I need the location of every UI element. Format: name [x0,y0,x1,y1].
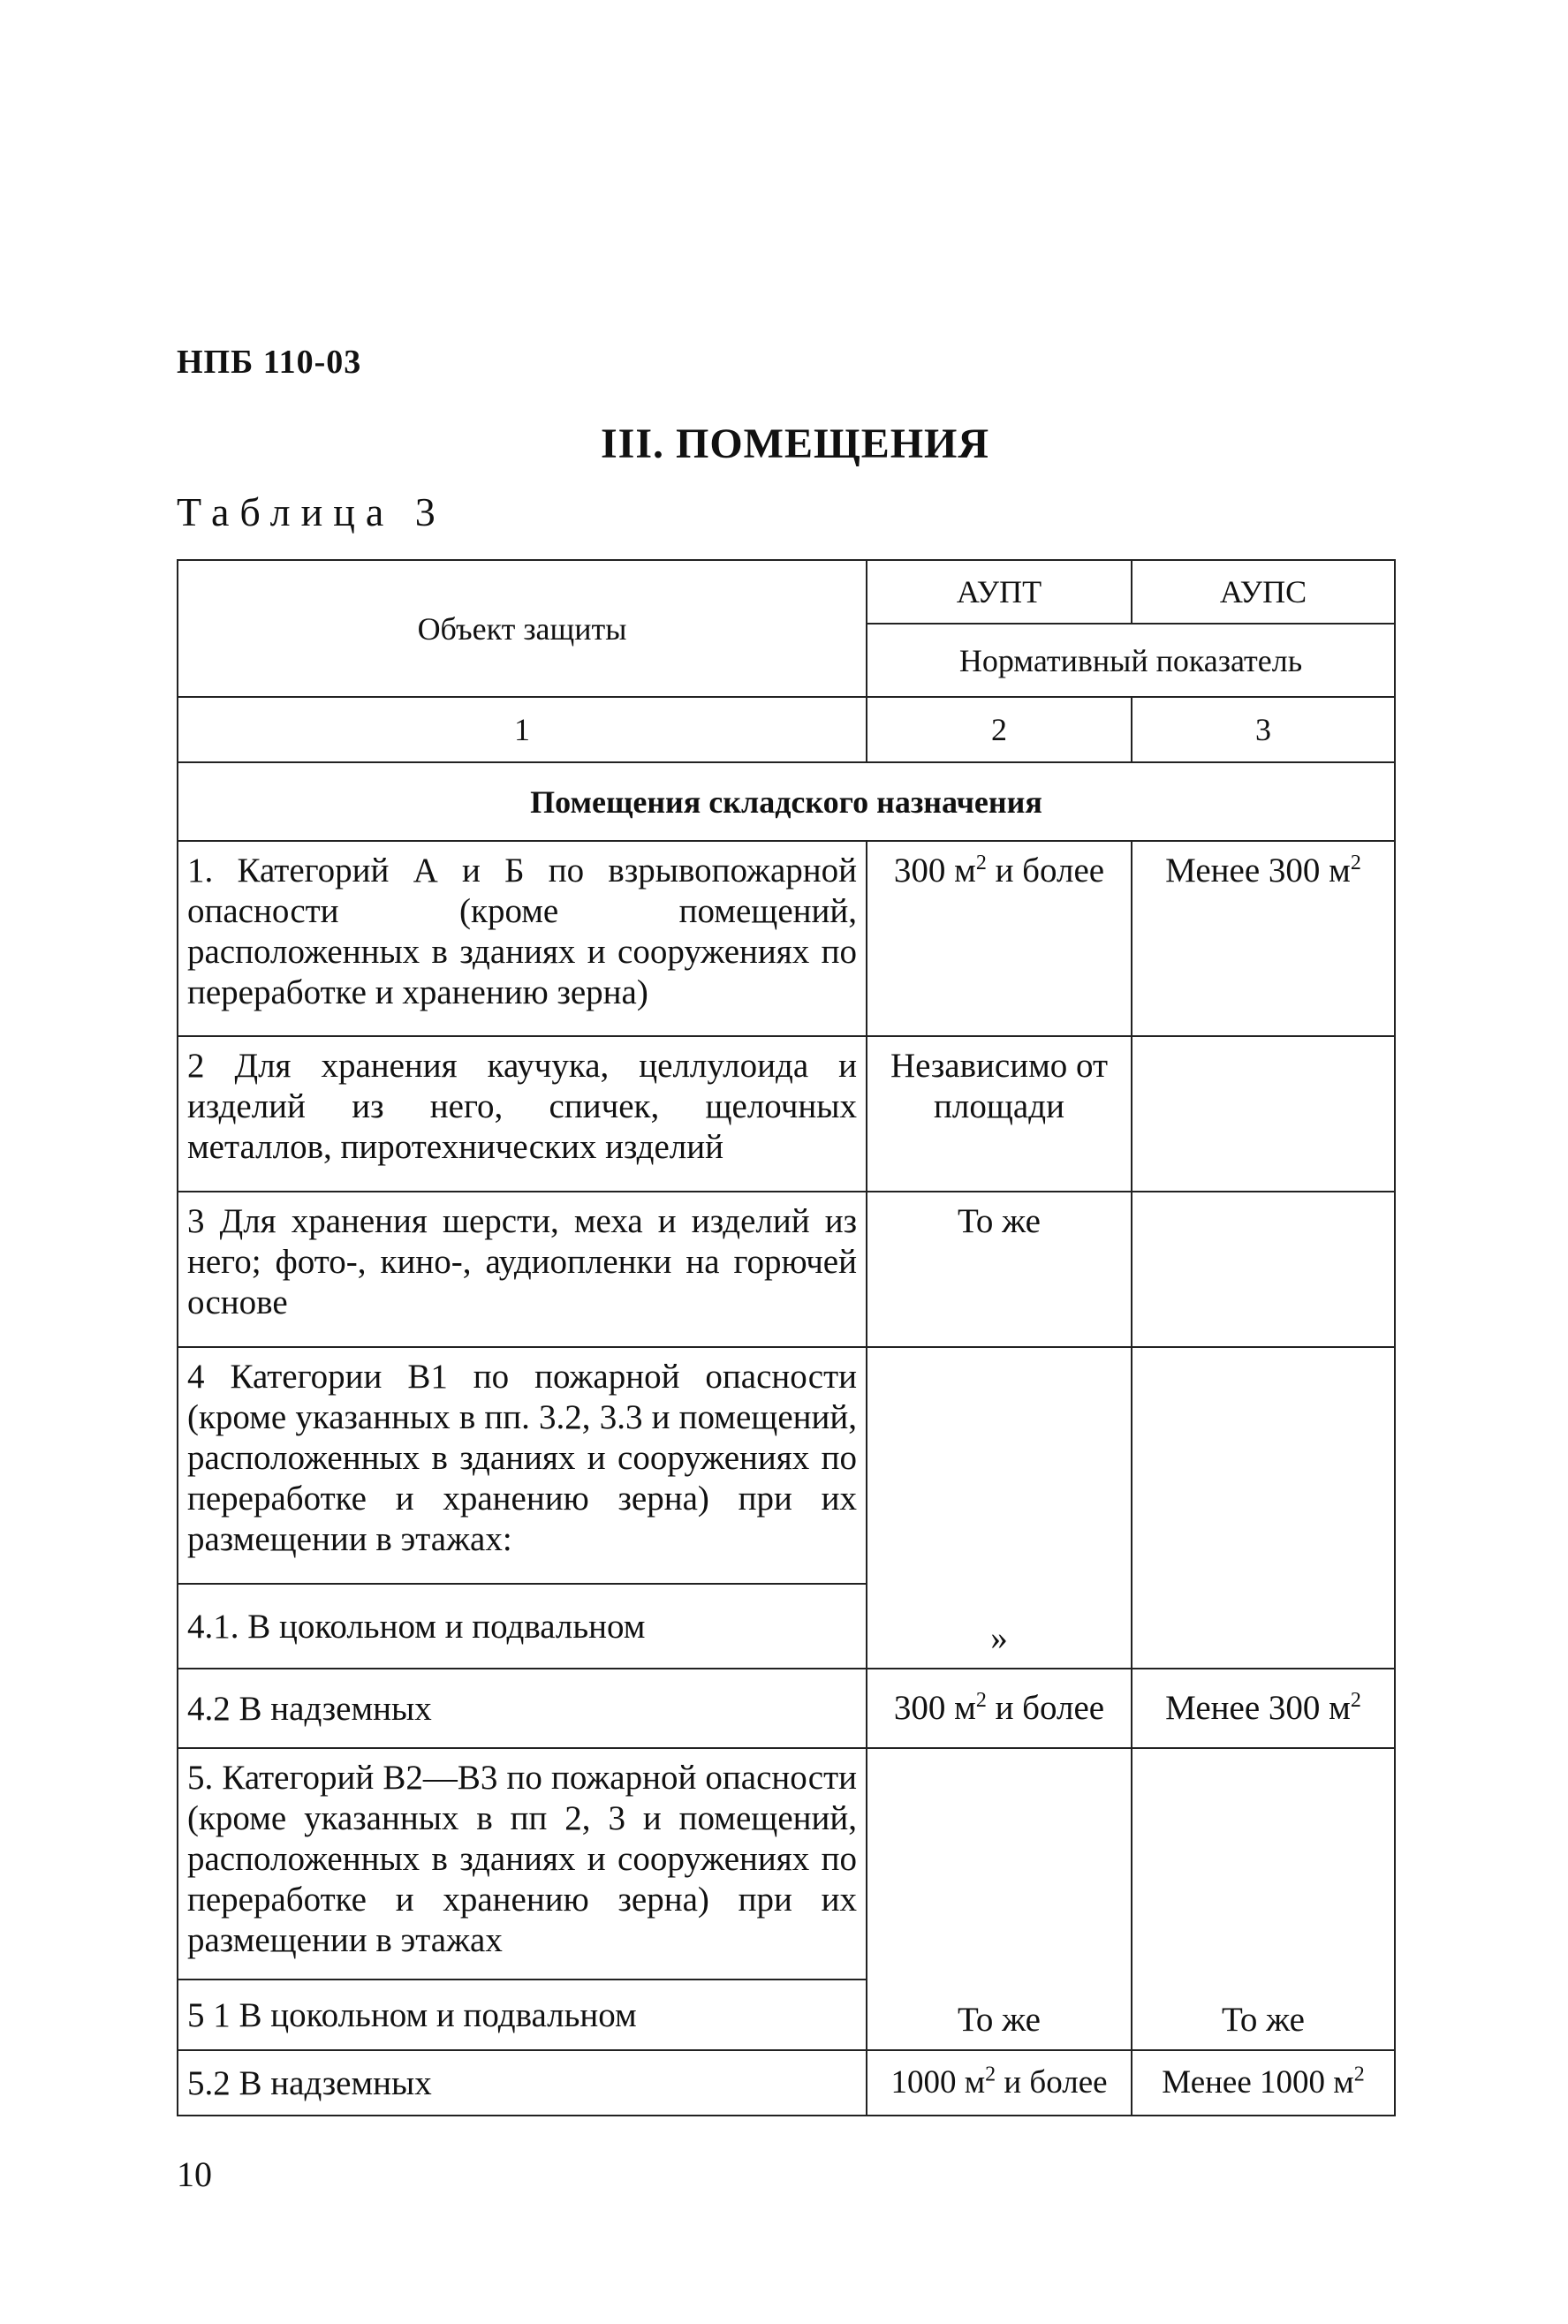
norms-table [177,559,1396,2116]
object-cell: 3 Для хранения шерсти, меха и изделий из него; фото-, кино-, аудиопленки на горючей основе [178,1192,867,1347]
object-cell: 4 Категории В1 по пожарной опасности (кроме указанных в пп. 3.2, 3.3 и помещений, расположенных в зданиях и сооружениях по переработке и хранению зерна) при их размещении в этажах: [178,1347,867,1584]
aupt-value: 300 м [893,852,976,889]
table-header-row [178,560,1395,624]
table-row [178,841,1395,1036]
object-cell: 4.2 В надземных [178,1669,867,1748]
table-row [178,2050,1395,2116]
aupt-value-suffix: и более [986,1689,1105,1727]
object-cell: 4.1. В цокольном и подвальном [178,1584,867,1669]
aupt-cell: То же [867,1748,1132,2050]
superscript: 2 [1353,2063,1365,2086]
column-number: 2 [867,697,1132,762]
page-number: 10 [177,2154,212,2194]
table-row [178,1748,1395,1980]
section-title: III. ПОМЕЩЕНИЯ [600,420,990,467]
table-row [178,1347,1395,1584]
object-cell: 5. Категорий В2—В3 по пожарной опасности (кроме указанных в пп 2, 3 и помещений, расположенных в зданиях и сооружениях по переработке и хранению зерна) при их размещении в этажах [178,1748,867,1980]
aups-cell [1132,841,1395,1036]
header-object: Объект защиты [178,560,867,697]
aupt-cell [867,1669,1132,1748]
aups-cell [1132,1347,1395,1669]
column-number-row [178,697,1395,762]
superscript: 2 [975,1689,987,1712]
aupt-cell [867,2050,1132,2116]
aups-cell [1132,1036,1395,1192]
aups-value: Менее 300 м [1165,852,1351,889]
object-cell: 1. Категорий А и Б по взрывопожарной опасности (кроме помещений, расположенных в зданиях и сооружениях по переработке и хранению зерна) [178,841,867,1036]
aups-cell [1132,2050,1395,2116]
object-cell: 2 Для хранения каучука, целлулоида и изделий из него, спичек, щелочных металлов, пиротехнических изделий [178,1036,867,1192]
group-row [178,762,1395,841]
header-aupt: АУПТ [867,560,1132,624]
aupt-cell: Независимо от площади [867,1036,1132,1192]
table-row [178,1036,1395,1192]
group-title: Помещения складского назначения [178,762,1395,841]
superscript: 2 [985,2063,996,2086]
table-row [178,1192,1395,1347]
superscript: 2 [975,852,987,874]
aups-value: Менее 1000 м [1162,2064,1354,2101]
superscript: 2 [1350,852,1361,874]
aups-cell [1132,1669,1395,1748]
column-number: 3 [1132,697,1395,762]
aupt-value-suffix: и более [986,852,1105,889]
header-aups: АУПС [1132,560,1395,624]
table-caption: Таблица 3 [177,489,446,534]
table-row [178,1669,1395,1748]
document-code: НПБ 110-03 [177,344,362,381]
aupt-value: 1000 м [890,2064,986,2101]
aupt-cell: То же [867,1192,1132,1347]
object-cell: 5 1 В цокольном и подвальном [178,1980,867,2050]
superscript: 2 [1350,1689,1361,1712]
object-cell: 5.2 В надземных [178,2050,867,2116]
header-normative: Нормативный показатель [867,624,1395,697]
aupt-cell: » [867,1347,1132,1669]
aups-value: Менее 300 м [1165,1689,1351,1727]
column-number: 1 [178,697,867,762]
aups-cell: То же [1132,1748,1395,2050]
aupt-cell [867,841,1132,1036]
aups-cell [1132,1192,1395,1347]
aupt-value: 300 м [893,1689,976,1727]
aupt-value-suffix: и более [996,2064,1108,2101]
